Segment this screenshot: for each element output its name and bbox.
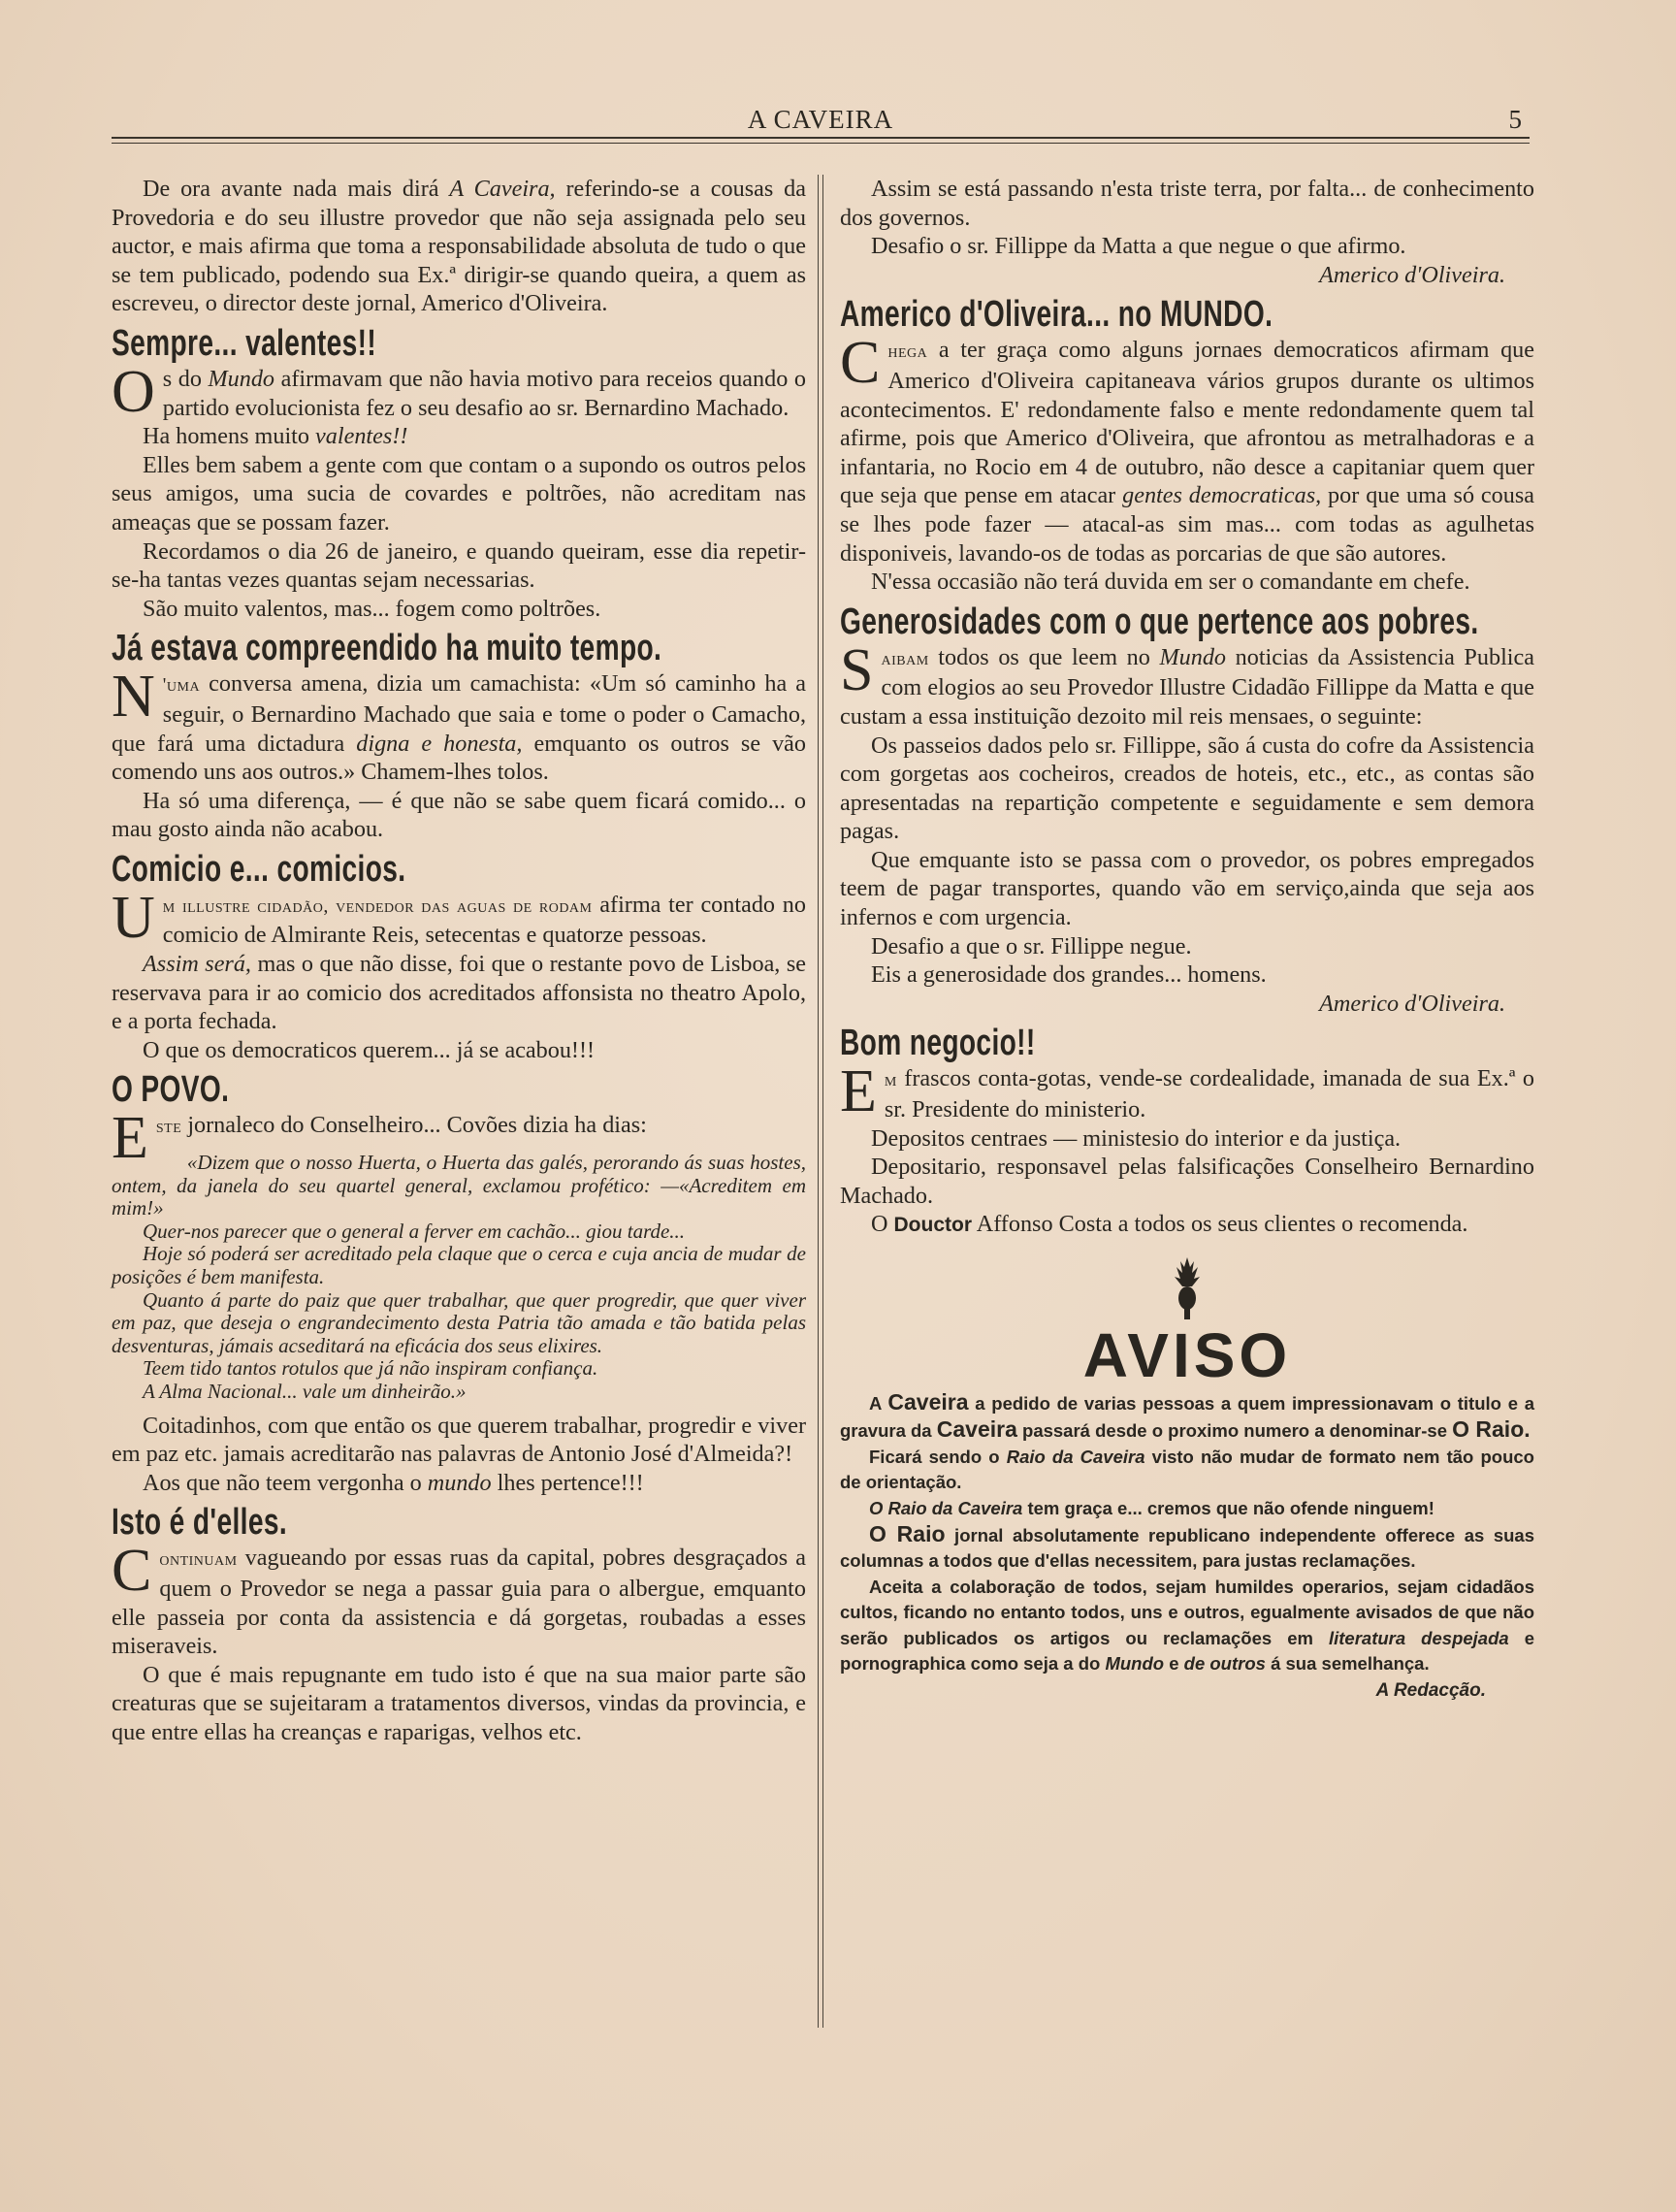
drop-cap: U: [112, 884, 155, 951]
article-paragraph: Recordamos o dia 26 de janeiro, e quando queiram, esse dia repetir-se-ha tantas vezes quantas sejam necessarias.: [112, 537, 806, 594]
header-rule-thin: [112, 143, 1530, 144]
article-paragraph: Ha homens muito valentes!!: [143, 423, 408, 450]
header-rule: [112, 137, 1530, 139]
article-paragraph: Este jornaleco do Conselheiro... Covões dizia ha dias:: [112, 1105, 647, 1172]
article-paragraph: Que emquante isto se passa com o provedor, os pobres empregados teem de pagar transportes, quando vão em serviço,ainda que seja aos infernos e com urgencia.: [840, 846, 1534, 931]
drop-cap: C: [112, 1538, 152, 1605]
aviso-notice: [840, 1253, 1534, 1706]
article-paragraph: Desafio a que o sr. Fillippe negue.: [871, 932, 1192, 960]
drop-cap: C: [840, 330, 881, 397]
heading-comicio: Comicio e... comicios.: [112, 848, 406, 890]
author-signature: Americo d'Oliveira.: [1319, 990, 1505, 1017]
article-paragraph: Os passeios dados pelo sr. Fillippe, são á custa do cofre da Assistencia com gorgetas aos cocheiros, creados de hoteis, etc., etc., as contas são apresentadas na repartição competente e seguidamente e sem demora pagas.: [840, 732, 1534, 845]
heading-o-povo: O POVO.: [112, 1069, 230, 1111]
drop-cap: O: [112, 358, 155, 425]
heading-americo-no-mundo: Americo d'Oliveira... no MUNDO.: [840, 294, 1273, 336]
article-paragraph: Assim será, mas o que não disse, foi que o restante povo de Lisboa, se reservava para ir ao comicio dos acreditados affonsista no theatro Apolo, e a porta fechada.: [112, 951, 806, 1035]
intro-paragraph: De ora avante nada mais dirá A Caveira, referindo-se a cousas da Provedoria e do seu illustre provedor que não seja assignada pelo seu auctor, e mais afirma que toma a responsabilidade absoluta de tudo o que se tem publicado, podendo sua Ex.ª dirigir-se quando queira, a quem as escreveu, o director deste jornal, Americo d'Oliveira.: [112, 176, 806, 317]
column-divider: [818, 175, 819, 2028]
quoted-excerpt: «Dizem que o nosso Huerta, o Huerta das galés, perorando ás suas hostes, ontem, da janela do seu quartel general, exclamou profético: —«Acreditem em mim!» Quer-nos parecer que o general a ferver em cachão... giou tarde... Hoje só poderá ser acreditado pela claque que o cerca e cuja ancia de mudar de posições é bem manifesta. Quanto á parte do paiz que quer trabalhar, que quer progredir, que quer viver em paz, que deseja o engrandecimento desta Patria tão amada e tão batida pelas desventuras, jámais acseditará na eficácia dos seus elixires. Teem tido tantos rotulos que já não inspiram confiança. A Alma Nacional... vale um dinheirão.»: [112, 1151, 806, 1403]
article-paragraph: São muito valentos, mas... fogem como poltrões.: [143, 595, 601, 622]
drop-cap: N: [112, 664, 155, 731]
aviso-title: AVISO: [1082, 1320, 1292, 1390]
column-divider-inner: [822, 175, 823, 2028]
aviso-body: A Caveira a pedido de varias pessoas a quem impressionavam o titulo e a gravura da Caveira passará desde o proximo numero a denominar-se O Raio. Ficará sendo o Raio da Caveira visto não mudar de formato nem tão pouco de orientação. O Raio da Caveira tem graça e... cremos que não ofende ninguem! O Raio jornal absolutamente republicano independente offerece as suas columnas a todos que d'ellas necessitem, para justas reclamações. Aceita a colaboração de todos, sejam humildes operarios, sejam cidadãos cultos, ficando no entanto todos, uns e outros, egualmente avisados de que não serão publicados os artigos ou reclamações em literatura despejada e pornographica como seja a do Mundo e de outros á sua semelhança.: [840, 1389, 1534, 1675]
article-paragraph: N'essa occasião não terá duvida em ser o comandante em chefe.: [871, 569, 1470, 596]
heading-sempre-valentes: Sempre... valentes!!: [112, 322, 377, 364]
page-header: [112, 105, 1530, 136]
heading-bom-negocio: Bom negocio!!: [840, 1023, 1036, 1064]
article-paragraph: Saibam todos os que leem no Mundo noticias da Assistencia Publica com elogios ao seu Provedor Illustre Cidadão Fillippe da Matta e que custam a essa instituição dezoito mil reis mensaes, o seguinte:: [840, 636, 1534, 730]
left-column: [112, 175, 806, 1747]
article-paragraph: Eis a generosidade dos grandes... homens.: [871, 961, 1267, 989]
right-column: [840, 175, 1534, 1706]
article-paragraph: O que é mais repugnante em tudo isto é que na sua maior parte são creaturas que se sujeitaram a tratamentos diversos, vindas da provincia, e que entre ellas ha creanças e raparigas, velhos etc.: [112, 1661, 806, 1745]
article-paragraph: Chega a ter graça como alguns jornaes democraticos afirmam que Americo d'Oliveira capitaneava vários grupos durante os ultimos acontecimentos. E' redondamente falso e mente redondamente quem tal afirme, pois que Americo d'Oliveira, que afrontou as metralhadoras e a infantaria, no Rocio em 4 de outubro, não desce a capitaniar quem quer que seja que pense em atacar gentes democraticas, por que uma só cousa se lhes pode fazer — atacal-as sim mas... com todas as agulhetas disponiveis, lavando-os de todas as porcarias de que são autores.: [840, 330, 1534, 567]
article-paragraph: Os do Mundo afirmavam que não havia motivo para receios quando o partido evolucionista fez o seu desafio ao sr. Bernardino Machado.: [112, 358, 806, 425]
torch-icon: [1163, 1253, 1211, 1321]
article-paragraph: Continuam vagueando por essas ruas da capital, pobres desgraçados a quem o Provedor se nega a passar guia para o albergue, emquanto elle passeia por conta da assistencia e dá gorgetas, roubadas a esses miseraveis.: [112, 1538, 806, 1660]
page-number: 5: [1508, 105, 1522, 134]
article-paragraph: Depositos centraes — ministesio do interior e da justiça.: [871, 1124, 1402, 1152]
author-signature: Americo d'Oliveira.: [1319, 261, 1505, 288]
article-paragraph: Elles bem sabem a gente com que contam o a supondo os outros pelos seus amigos, uma sucia de covardes e poltrões, não acreditam nas ameaças que se possam fazer.: [112, 451, 806, 536]
article-paragraph: Depositario, responsavel pelas falsificações Conselheiro Bernardino Machado.: [840, 1154, 1534, 1209]
article-paragraph: Assim se está passando n'esta triste terra, por falta... de conhecimento dos governos.: [840, 176, 1534, 231]
article-paragraph: Um illustre cidadão, vendedor das aguas de rodam afirma ter contado no comicio de Almirante Reis, setecentas e quatorze pessoas.: [112, 884, 806, 951]
newspaper-title: A CAVEIRA: [747, 105, 894, 134]
drop-cap: E: [840, 1058, 877, 1125]
drop-cap: E: [112, 1105, 148, 1172]
article-paragraph: Aos que não teem vergonha o mundo lhes pertence!!!: [143, 1469, 644, 1496]
article-paragraph: Ha só uma diferença, — é que não se sabe quem ficará comido... o mau gosto ainda não acabou.: [112, 787, 806, 843]
article-paragraph: Em frascos conta-gotas, vende-se cordealidade, imanada de sua Ex.ª o sr. Presidente do ministerio.: [840, 1058, 1534, 1125]
drop-cap: S: [840, 636, 874, 703]
heading-isto-e-delles: Isto é d'elles.: [112, 1502, 288, 1544]
article-paragraph: O que os democraticos querem... já se acabou!!!: [143, 1036, 596, 1063]
article-paragraph: Desafio o sr. Fillippe da Matta a que negue o que afirmo.: [871, 233, 1406, 260]
heading-ja-estava: Já estava compreendido ha muito tempo.: [112, 628, 662, 669]
aviso-signature: A Redacção.: [1375, 1680, 1486, 1702]
article-paragraph: N 'uma conversa amena, dizia um camachista: «Um só caminho ha a seguir, o Bernardino Machado que saia e tome o poder o Camacho, que fará uma dictadura digna e honesta, emquanto os outros se vão comendo uns aos outros.» Chamem-lhes tolos.: [112, 664, 807, 786]
heading-generosidades: Generosidades com o que pertence aos pobres.: [840, 601, 1479, 642]
article-paragraph: O Douctor Affonso Costa a todos os seus clientes o recomenda.: [871, 1211, 1468, 1238]
article-paragraph: Coitadinhos, com que então os que querem trabalhar, progredir e viver em paz etc. jamais acreditarão nas palavras de Antonio José d'Almeida?!: [112, 1412, 806, 1468]
